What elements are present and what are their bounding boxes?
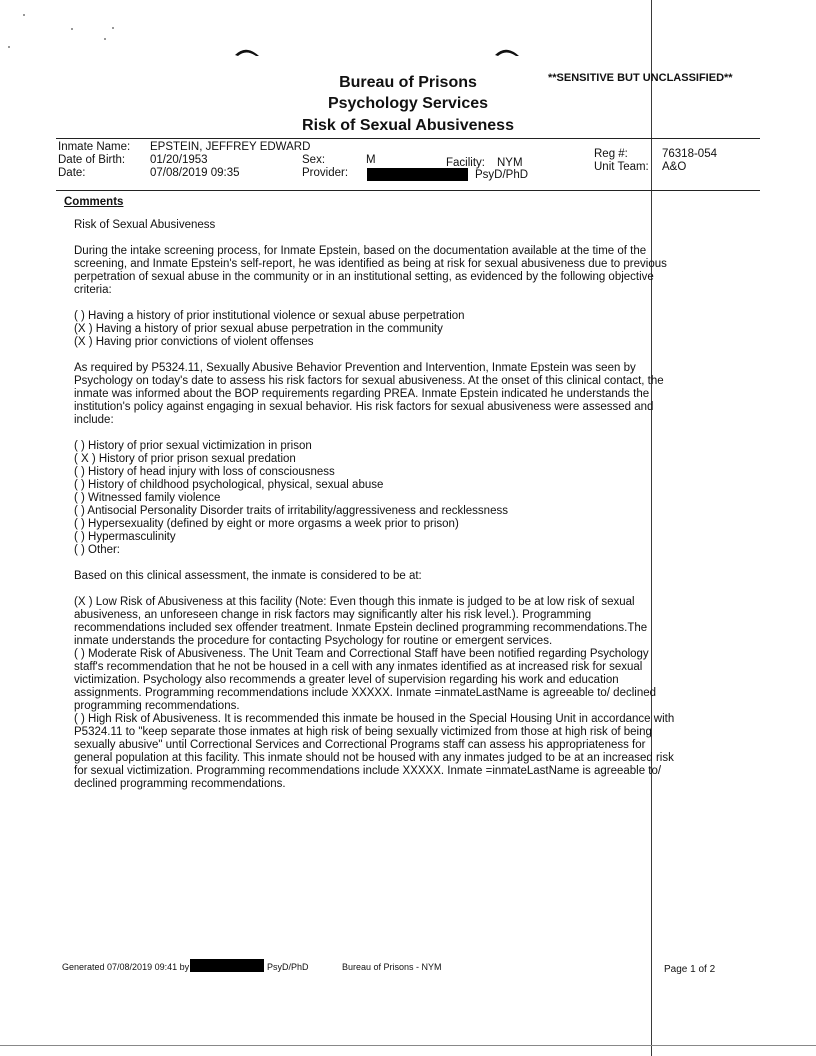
comment-line: Risk of Sexual Abusiveness	[74, 219, 216, 231]
comment-line: institution's policy against engaging in sexual behavior. His risk factors for sexual abusiveness were assessed and	[74, 401, 654, 413]
comment-line: Psychology on today's date to assess his risk factors for sexual abusiveness. At the onset of this clinical contact, the	[74, 375, 664, 387]
footer-credential: PsyD/PhD	[267, 962, 309, 972]
blank-line	[74, 427, 734, 440]
scan-speck	[8, 46, 10, 48]
comment-line: ( ) History of childhood psychological, physical, sexual abuse	[74, 479, 384, 491]
provider-credential: PsyD/PhD	[475, 169, 529, 181]
classification-marking: **SENSITIVE BUT UNCLASSIFIED**	[548, 72, 733, 84]
comment-line: staff's recommendation that he not be housed in a cell with any inmates identified as at increased risk for sexual	[74, 661, 643, 673]
provider-redaction	[367, 168, 468, 181]
header-rule	[56, 138, 760, 139]
comments-heading: Comments	[64, 196, 124, 208]
comments-body	[74, 219, 734, 791]
comment-line: inmate understands the procedure for contacting Psychology for routine or emergent services.	[74, 635, 553, 647]
dob-value: 01/20/1953	[150, 154, 208, 166]
agency-title: Bureau of Prisons	[339, 74, 477, 91]
document-title: Risk of Sexual Abusiveness	[302, 117, 514, 134]
date-value: 07/08/2019 09:35	[150, 167, 240, 179]
dob-label: Date of Birth:	[58, 154, 126, 166]
unit-team-value: A&O	[662, 161, 687, 173]
info-rule	[56, 190, 760, 191]
sex-label: Sex:	[302, 154, 326, 166]
facility-value: NYM	[497, 157, 523, 169]
scan-speck	[104, 38, 106, 40]
reg-value: 76318-054	[662, 148, 717, 160]
comment-line: ( ) History of prior sexual victimization in prison	[74, 440, 312, 452]
comment-line: During the intake screening process, for Inmate Epstein, based on the documentation available at the time of the	[74, 245, 647, 257]
comment-line: abusiveness, an unforeseen change in risk factors may significantly alter his risk level.). Programming	[74, 609, 592, 621]
blank-line	[74, 583, 734, 596]
comment-line: (X ) Low Risk of Abusiveness at this facility (Note: Even though this inmate is judged to be at low risk of sexual	[74, 596, 635, 608]
footer-redaction	[190, 959, 264, 972]
facility-label: Facility:	[446, 157, 485, 169]
punch-hole-mark-left	[234, 44, 260, 58]
comment-line: ( ) History of head injury with loss of consciousness	[74, 466, 335, 478]
scan-speck	[112, 27, 114, 29]
comment-line: (X ) Having prior convictions of violent offenses	[74, 336, 314, 348]
reg-label: Reg #:	[594, 148, 628, 160]
provider-label: Provider:	[302, 167, 349, 179]
comment-line: perpetration of sexual abuse in the community or in an institutional setting, as evidenced by the following objective	[74, 271, 654, 283]
department-title: Psychology Services	[327, 95, 489, 112]
date-label: Date:	[58, 167, 86, 179]
comment-line: ( ) Hypermasculinity	[74, 531, 176, 543]
comment-line: Based on this clinical assessment, the inmate is considered to be at:	[74, 570, 422, 582]
comment-line: ( ) Moderate Risk of Abusiveness. The Unit Team and Correctional Staff have been notified regarding Psychology	[74, 648, 649, 660]
sex-value: M	[366, 154, 376, 166]
comment-line: programming recommendations.	[74, 700, 240, 712]
comment-line: ( ) High Risk of Abusiveness. It is recommended this inmate be housed in the Special Housing Unit in accordance with	[74, 713, 675, 725]
comment-line: P5324.11 to "keep separate those inmates at high risk of being sexually victimized from those at high risk of being	[74, 726, 652, 738]
scan-bottom-line	[0, 1045, 816, 1046]
comment-line: ( ) Witnessed family violence	[74, 492, 221, 504]
blank-line	[74, 232, 734, 245]
comment-line: ( X ) History of prior prison sexual predation	[74, 453, 296, 465]
comment-line: sexually abusive" until Correctional Services and Correctional Programs staff can assess his appropriateness for	[74, 739, 646, 751]
scan-speck	[23, 14, 25, 16]
comment-line: inmate was informed about the BOP requirements regarding PREA. Inmate Epstein indicated he understands the	[74, 388, 650, 400]
comment-line: ( ) Other:	[74, 544, 121, 556]
footer-generated: Generated 07/08/2019 09:41 by	[62, 962, 190, 972]
comment-line: ( ) Hypersexuality (defined by eight or more orgasms a week prior to prison)	[74, 518, 459, 530]
blank-line	[74, 557, 734, 570]
comment-line: screening, and Inmate Epstein's self-report, he was identified as being at risk for sexual abusiveness due to previous	[74, 258, 667, 270]
comment-line: assignments. Programming recommendations include XXXXX. Inmate =inmateLastName is agreeable to/ declined	[74, 687, 657, 699]
unit-team-label: Unit Team:	[594, 161, 649, 173]
comment-line: for sexual victimization. Programming recommendations include XXXXX. Inmate =inmateLastName is agreeable to/	[74, 765, 662, 777]
footer-facility: Bureau of Prisons - NYM	[342, 962, 442, 972]
comment-line: ( ) Having a history of prior institutional violence or sexual abuse perpetration	[74, 310, 465, 322]
scan-speck	[71, 28, 73, 30]
comment-line: include:	[74, 414, 114, 426]
comment-line: As required by P5324.11, Sexually Abusive Behavior Prevention and Intervention, Inmate Epstein was seen by	[74, 362, 636, 374]
page-number: Page 1 of 2	[664, 964, 716, 975]
comment-line: recommendations included sex offender treatment. Inmate Epstein declined programming recommendations.The	[74, 622, 648, 634]
inmate-name-value: EPSTEIN, JEFFREY EDWARD	[150, 141, 311, 153]
blank-line	[74, 297, 734, 310]
comment-line: declined programming recommendations.	[74, 778, 286, 790]
comment-line: (X ) Having a history of prior sexual abuse perpetration in the community	[74, 323, 443, 335]
comment-line: ( ) Antisocial Personality Disorder traits of irritability/aggressiveness and recklessness	[74, 505, 508, 517]
comment-line: victimization. Psychology also recommends a greater level of supervision regarding his work and education	[74, 674, 619, 686]
comment-line: general population at this facility. This inmate should not be housed with any inmates judged to be at an increased risk	[74, 752, 674, 764]
comment-line: criteria:	[74, 284, 112, 296]
blank-line	[74, 349, 734, 362]
punch-hole-mark-right	[494, 44, 520, 58]
inmate-name-label: Inmate Name:	[58, 141, 131, 153]
